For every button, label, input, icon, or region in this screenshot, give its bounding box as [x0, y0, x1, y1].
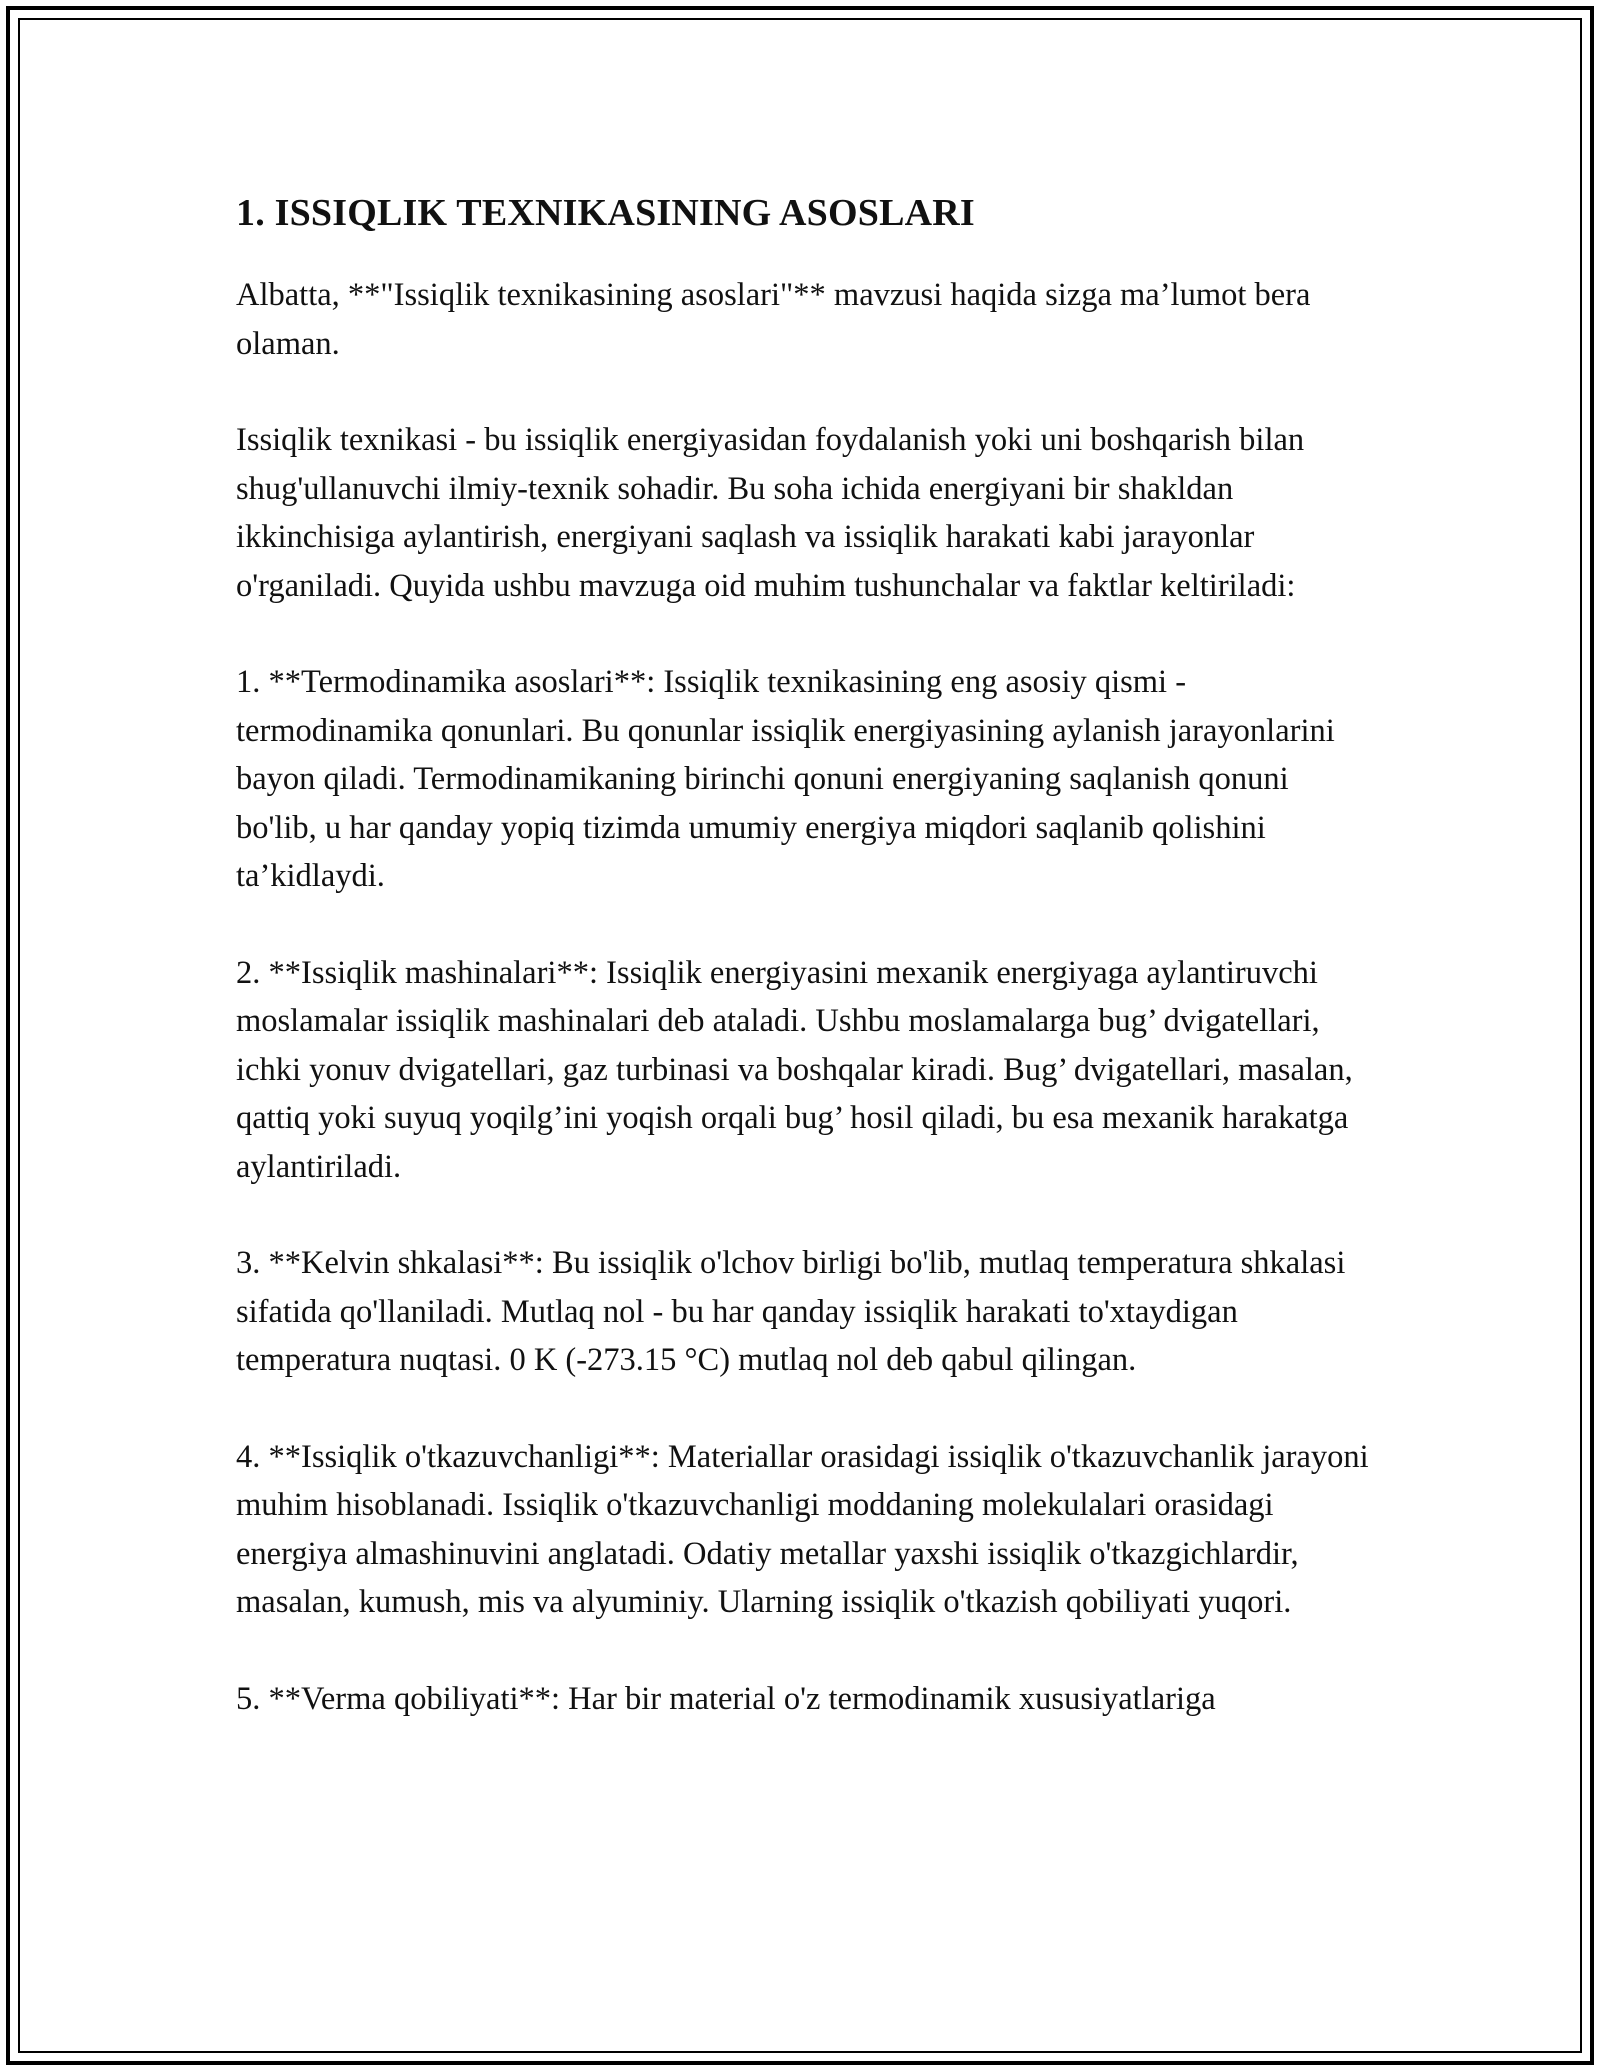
paragraph-point-1: 1. **Termodinamika asoslari**: Issiqlik texnikasining eng asosiy qismi - termodinamika qonunlari. Bu qonunlar issiqlik energiyasining aylanish jarayonlarini bayon qiladi. Termodinamikaning birinchi qonuni energiyaning saqlanish qonuni bo'lib, u har qanday yopiq tizimda umumiy energiya miqdori saqlanib qolishini ta’kidlaydi. [236, 664, 1335, 894]
paragraph-point-2: 2. **Issiqlik mashinalari**: Issiqlik energiyasini mexanik energiyaga aylantiruvchi moslamalar issiqlik mashinalari deb ataladi. Ushbu moslamalarga bug’ dvigatellari, ichki yonuv dvigatellari, gaz turbinasi va boshqalar kiradi. Bug’ dvigatellari, masalan, qattiq yoki suyuq yoqilg’ini yoqish orqali bug’ hosil qiladi, bu esa mexanik harakatga aylantiriladi. [236, 954, 1353, 1185]
paragraph-point-4: 4. **Issiqlik o'tkazuvchanligi**: Materiallar orasidagi issiqlik o'tkazuvchanlik jarayoni muhim hisoblanadi. Issiqlik o'tkazuvchanligi moddaning molekulalari orasidagi energiya almashinuvini anglatadi. Odatiy metallar yaxshi issiqlik o'tkazgichlardir, masalan, kumush, mis va alyuminiy. Ularning issiqlik o'tkazish qobiliyati yuqori. [236, 1438, 1369, 1620]
paragraph-definition: Issiqlik texnikasi - bu issiqlik energiyasidan foydalanish yoki uni boshqarish bilan shug'ullanuvchi ilmiy-texnik sohadir. Bu soha ichida energiyani bir shakldan ikkinchisiga aylantirish, energiyani saqlash va issiqlik harakati kabi jarayonlar o'rganiladi. Quyida ushbu mavzuga oid muhim tushunchalar va faktlar keltiriladi: [236, 422, 1305, 604]
paragraph-point-5: 5. **Verma qobiliyati**: Har bir material o'z termodinamik xususiyatlariga [236, 1680, 1216, 1717]
document-title: 1. ISSIQLIK TEXNIKASINING ASOSLARI [236, 192, 975, 234]
paragraph-intro: Albatta, **"Issiqlik texnikasining asoslari"** mavzusi haqida sizga ma’lumot bera olaman. [236, 277, 1311, 362]
paragraph-point-3: 3. **Kelvin shkalasi**: Bu issiqlik o'lchov birligi bo'lib, mutlaq temperatura shkalasi sifatida qo'llaniladi. Mutlaq nol - bu har qanday issiqlik harakati to'xtaydigan temperatura nuqtasi. 0 K (-273.15 °C) mutlaq nol deb qabul qilingan. [236, 1245, 1346, 1378]
document-body [236, 185, 1376, 1771]
